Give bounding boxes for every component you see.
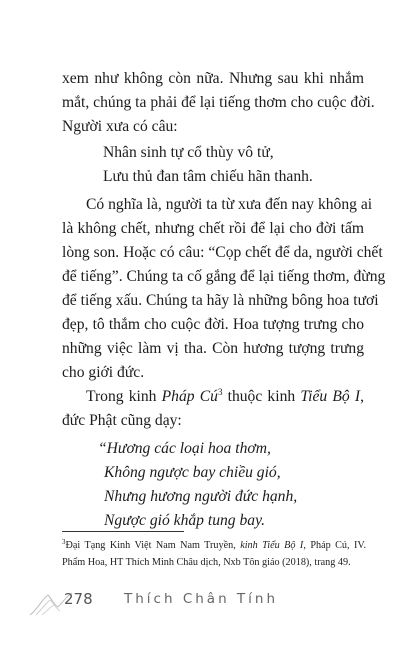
paragraph-line: để tiếng”. Chúng ta cố gắng để lại tiếng thơm, đừng bbox=[62, 268, 386, 285]
body-line: mắt, chúng ta phải để lại tiếng thơm cho cuộc đời. bbox=[62, 94, 375, 111]
paragraph-line: đẹp, tô thắm cho cuộc đời. Hoa tượng trưng cho bbox=[62, 316, 364, 333]
text-run: Trong kinh bbox=[86, 388, 162, 405]
verse-line: Lưu thủ đan tâm chiếu hãn thanh. bbox=[103, 168, 313, 185]
text-run: , bbox=[360, 388, 364, 405]
paragraph-line: lòng son. Hoặc có câu: “Cọp chết để da, người chết bbox=[62, 244, 383, 261]
footnote-divider bbox=[62, 531, 184, 532]
footnote-line: Phẩm Hoa, HT Thích Minh Châu dịch, Nxb Tôn giáo (2018), trang 49. bbox=[62, 557, 351, 568]
author-name: Thích Chân Tính bbox=[124, 591, 279, 607]
verse-line: “Hương các loại hoa thơm, bbox=[98, 440, 271, 457]
paragraph-line: những việc làm vị tha. Còn hương tượng trưng bbox=[62, 340, 364, 357]
footnote-line bbox=[62, 537, 366, 554]
text-run: thuộc kinh bbox=[222, 388, 301, 405]
text-run: , Pháp Cú, IV. bbox=[303, 540, 366, 551]
book-title: Tiểu Bộ I bbox=[300, 388, 361, 405]
page-number: 278 bbox=[64, 590, 93, 608]
verse-line: Không ngược bay chiều gió, bbox=[104, 464, 281, 481]
book-title: kinh Tiểu Bộ I bbox=[240, 540, 304, 551]
body-line: Người xưa có câu: bbox=[62, 118, 178, 135]
paragraph-line bbox=[86, 386, 364, 408]
footnote-number: 3 bbox=[62, 538, 66, 546]
body-line: xem như không còn nữa. Nhưng sau khi nhắm bbox=[62, 70, 364, 87]
verse-line: Nhưng hương người đức hạnh, bbox=[104, 488, 298, 505]
text-run: Đại Tạng Kinh Việt Nam Nam Truyền, bbox=[65, 540, 241, 551]
footnote-ref[interactable]: 3 bbox=[217, 387, 223, 397]
paragraph-line: cho giới đức. bbox=[62, 364, 145, 381]
paragraph-line: để tiếng xấu. Chúng ta hãy là những bông hoa tươi bbox=[62, 292, 379, 309]
verse-line: Ngược gió khắp tung bay. bbox=[104, 512, 266, 529]
page-footer bbox=[0, 585, 420, 625]
paragraph-line: Có nghĩa là, người ta từ xưa đến nay không ai bbox=[86, 196, 373, 213]
paragraph-line: đức Phật cũng dạy: bbox=[62, 412, 182, 429]
verse-line: Nhân sinh tự cổ thùy vô tử, bbox=[103, 144, 274, 161]
paragraph-line: là không chết, nhưng chết rồi để lại cho đời tấm bbox=[62, 220, 364, 237]
book-title: Pháp Cú bbox=[161, 388, 218, 405]
